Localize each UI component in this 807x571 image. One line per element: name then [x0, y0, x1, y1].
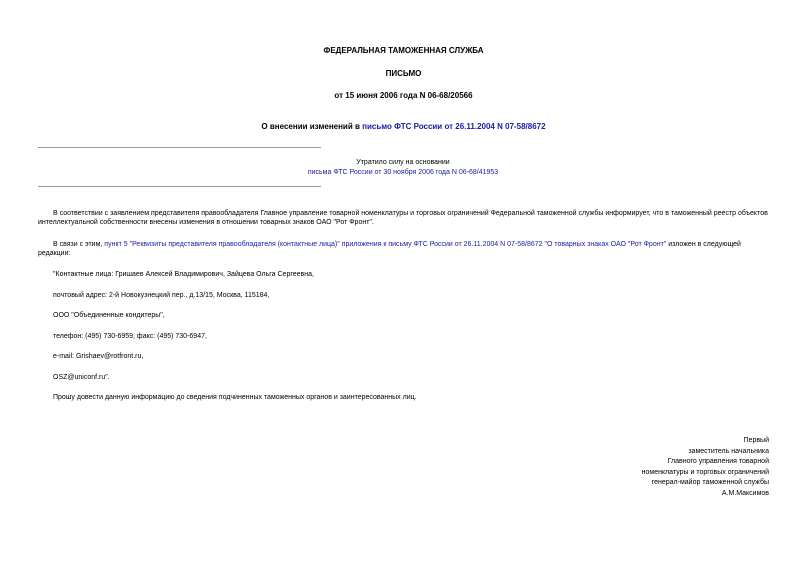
document-type: ПИСЬМО: [385, 69, 422, 78]
company-line: ООО "Объединенные кондитеры",: [53, 312, 165, 319]
signature-line-2: заместитель начальника: [688, 447, 769, 455]
para2-suffix: изложен в следующей редакции:: [38, 241, 741, 257]
status-note-link[interactable]: письма ФТС России от 30 ноября 2006 года N 06-68/41953: [307, 169, 499, 176]
divider-bottom: [38, 186, 321, 187]
signature-line-3: Главного управления товарной: [667, 458, 769, 465]
signature-line-5: генерал-майор таможенной службы: [651, 479, 769, 486]
signature-line-4: номенклатуры и торговых ограничений: [641, 468, 769, 476]
signature-block: [469, 436, 769, 499]
email-line-1: e-mail: Grishaev@rotfront.ru,: [53, 353, 144, 360]
email-line-2: OSZ@uniconf.ru".: [53, 374, 110, 381]
closing-paragraph: Прошу довести данную информацию до сведения подчиненных таможенных органов и заинтересованных лиц.: [53, 394, 417, 401]
status-note-text: Утратило силу на основании: [356, 159, 450, 166]
document-subject: [0, 122, 807, 131]
para2-prefix: В связи с этим,: [53, 241, 105, 248]
document-date-number: от 15 июня 2006 года N 06-68/20566: [334, 91, 473, 100]
para2-link-item5[interactable]: пункт 5 "Реквизиты представителя правообладателя (контактные лица)" приложения к письму ФТС России от 26.11.2004 N 07-58/8672: [104, 241, 543, 248]
signature-line-1: Первый: [743, 437, 769, 444]
paragraph-2: [38, 240, 768, 258]
phone-line: телефон: (495) 730-6959, факс: (495) 730-6947,: [53, 333, 207, 340]
address-line: почтовый адрес: 2-й Новокузнецкий пер., д.13/15, Москва, 115184,: [53, 292, 270, 299]
para2-link-letter[interactable]: "О товарных знаках ОАО "Рот Фронт": [544, 241, 667, 248]
subject-prefix: О внесении изменений в: [261, 122, 363, 131]
paragraph-1: В соответствии с заявлением представителя правообладателя Главное управление товарной номенклатуры и торговых ограничений Федеральной таможенной службы информирует, что в таможенный реестр объектов интеллектуальной собственности внесены изменения в отношении товарных знаков ОАО "Рот Фронт".: [38, 210, 768, 226]
divider-top: [38, 147, 321, 148]
contacts-line: "Контактные лица: Гришаев Алексей Владимирович, Зайцева Ольга Сергеевна,: [53, 271, 314, 278]
subject-link[interactable]: письмо ФТС России от 26.11.2004 N 07-58/8672: [362, 122, 546, 131]
signature-name: А.М.Максимов: [721, 489, 769, 497]
agency-title: ФЕДЕРАЛЬНАЯ ТАМОЖЕННАЯ СЛУЖБА: [323, 46, 484, 55]
